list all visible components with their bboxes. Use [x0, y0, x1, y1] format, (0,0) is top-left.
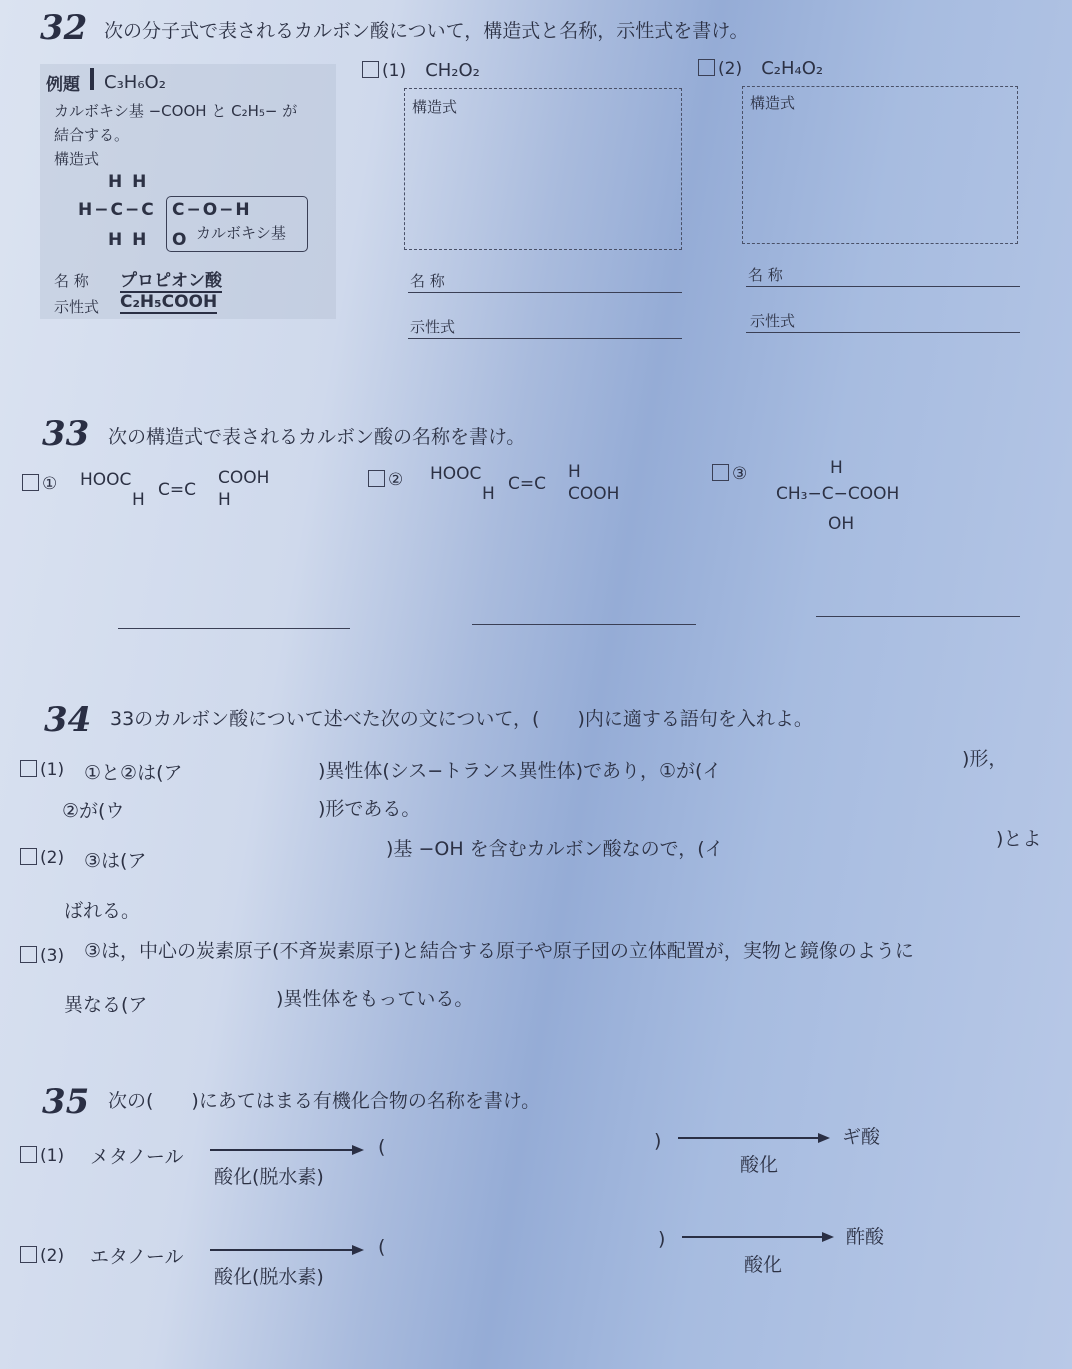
q34-p1-text-d: ②が(ウ: [62, 800, 125, 822]
q35-r2-number: (2): [40, 1246, 65, 1266]
q33-s2-substituent-c: H: [482, 484, 495, 504]
q34-p3-text-a: ③は，中心の炭素原子(不斉炭素原子)と結合する原子や原子団の立体配置が，実物と鏡像のように: [84, 940, 914, 962]
q32-p2-header: [698, 58, 823, 79]
q35-r2-label: [20, 1246, 64, 1266]
example-struct-mid-right: C−O−H: [172, 200, 252, 220]
q33-item2-label: [368, 470, 403, 490]
q33-s2-double-bond: C=C: [508, 474, 546, 494]
q35-r2-arrow1-label: 酸化(脱水素): [214, 1266, 324, 1288]
q34-p2-text-b: )基 −OH を含むカルボン酸なので，(イ: [386, 838, 724, 860]
example-tag: 例題: [46, 75, 80, 95]
q34-instruction: 33のカルボン酸について述べた次の文について，( )内に適する語句を入れよ。: [110, 708, 813, 730]
q32-p2-name-answer-line[interactable]: [746, 286, 1020, 287]
q33-s1-substituent-d: H: [218, 490, 231, 510]
q32-p2-rational-label: 示性式: [750, 312, 796, 330]
q34-p1-text-a: ①と②は(ア: [84, 762, 183, 784]
q35-r2-start: エタノール: [90, 1246, 184, 1268]
q33-item3-label: [712, 464, 747, 484]
q34-p2-text-a: ③は(ア: [84, 850, 147, 872]
checkbox[interactable]: [368, 470, 385, 487]
q34-p2-text-c: )とよ: [996, 828, 1042, 850]
example-formula: C₃H₆O₂: [104, 72, 166, 93]
q35-r1-arrow2-head-icon: [818, 1133, 830, 1143]
q32-p1-name-label: 名 称: [410, 272, 445, 290]
example-rational-value: C₂H₅COOH: [120, 292, 218, 312]
q32-p1-rational-label: 示性式: [410, 318, 456, 336]
example-struct-mid-left: H−C−C: [78, 200, 156, 220]
example-struct-top: H H: [108, 172, 149, 192]
q33-s2-number: ②: [388, 470, 404, 490]
checkbox[interactable]: [362, 61, 379, 78]
q32-instruction: 次の分子式で表されるカルボン酸について，構造式と名称，示性式を書け。: [104, 20, 749, 42]
checkbox[interactable]: [20, 1246, 37, 1263]
checkbox[interactable]: [20, 760, 37, 777]
q33-item1-label: [22, 474, 57, 494]
q35-instruction: 次の( )にあてはまる有機化合物の名称を書け。: [108, 1090, 541, 1112]
q35-r2-answer-blank[interactable]: [396, 1228, 654, 1262]
example-tag-bar: [90, 68, 94, 90]
q33-number: 33: [42, 414, 90, 454]
q33-instruction: 次の構造式で表されるカルボン酸の名称を書け。: [108, 426, 526, 448]
q35-r1-number: (1): [40, 1146, 65, 1166]
example-name-label: 名 称: [54, 272, 89, 290]
checkbox[interactable]: [698, 59, 715, 76]
q35-r2-open-paren: (: [378, 1236, 386, 1258]
q35-r1-arrow1-head-icon: [352, 1145, 364, 1155]
q33-s1-substituent-a: HOOC: [80, 470, 132, 490]
example-struct-bottom: H H: [108, 230, 149, 250]
q34-p1-text-e: )形である。: [318, 798, 421, 820]
q32-number: 32: [40, 8, 88, 48]
q33-s1-double-bond: C=C: [158, 480, 196, 500]
q33-s2-answer-line[interactable]: [472, 624, 696, 625]
q35-r1-arrow2-label: 酸化: [740, 1154, 779, 1176]
q35-r1-arrow1-line: [210, 1149, 352, 1151]
q35-r2-arrow2-line: [682, 1236, 822, 1238]
q33-s1-answer-line[interactable]: [118, 628, 350, 629]
q32-p2-struct-label: 構造式: [750, 94, 796, 112]
q35-r2-arrow1-head-icon: [352, 1245, 364, 1255]
q32-p2-formula: C₂H₄O₂: [761, 58, 824, 79]
q34-number: 34: [44, 700, 92, 740]
q34-p1-number: (1): [40, 760, 65, 780]
q33-s2-substituent-d: COOH: [568, 484, 620, 504]
checkbox[interactable]: [22, 474, 39, 491]
example-rational-label: 示性式: [54, 298, 100, 316]
q35-r1-arrow2-line: [678, 1137, 818, 1139]
q35-r2-arrow2-label: 酸化: [744, 1254, 783, 1276]
q33-s3-answer-line[interactable]: [816, 616, 1020, 617]
q35-r1-arrow1-label: 酸化(脱水素): [214, 1166, 324, 1188]
q33-s3-number: ③: [732, 464, 748, 484]
q34-p1-label: [20, 760, 64, 780]
q33-s1-substituent-c: H: [132, 490, 145, 510]
q34-p2-number: (2): [40, 848, 65, 868]
example-struct-label: 構造式: [54, 150, 100, 168]
q35-number: 35: [42, 1082, 90, 1122]
q34-p3-number: (3): [40, 946, 65, 966]
q33-s1-substituent-b: COOH: [218, 468, 270, 488]
example-desc-line1: カルボキシ基 −COOH と C₂H₅− が: [54, 102, 298, 120]
q35-r1-end: ギ酸: [842, 1126, 881, 1148]
q35-r1-open-paren: (: [378, 1136, 386, 1158]
q35-r1-close-paren: ): [654, 1130, 662, 1152]
q35-r2-close-paren: ): [658, 1228, 666, 1250]
example-struct-oxygen: O: [172, 230, 187, 250]
example-desc-line2: 結合する。: [54, 126, 130, 144]
q33-s2-substituent-a: HOOC: [430, 464, 482, 484]
q33-s3-main: CH₃−C−COOH: [776, 484, 900, 504]
q34-p3-text-b: 異なる(ア: [64, 994, 148, 1016]
q32-p2-label: (2): [718, 59, 743, 79]
q32-p1-label: (1): [382, 61, 407, 81]
q32-p1-name-answer-line[interactable]: [408, 292, 682, 293]
checkbox[interactable]: [20, 848, 37, 865]
example-name-value: プロピオン酸: [120, 266, 222, 293]
q32-p1-formula: CH₂O₂: [425, 60, 480, 81]
q32-p2-name-label: 名 称: [748, 266, 783, 284]
q34-p2-label: [20, 848, 64, 868]
q34-p3-label: [20, 946, 64, 966]
q35-r2-arrow2-head-icon: [822, 1232, 834, 1242]
q35-r1-label: [20, 1146, 64, 1166]
q32-p1-struct-label: 構造式: [412, 98, 458, 116]
carboxy-label: カルボキシ基: [196, 224, 286, 242]
q32-p2-rational-answer-line[interactable]: [746, 332, 1020, 333]
q35-r2-end: 酢酸: [846, 1226, 885, 1248]
q34-p2-text-d: ばれる。: [64, 900, 141, 922]
q33-s1-number: ①: [42, 474, 58, 494]
q35-r1-answer-blank[interactable]: [396, 1128, 650, 1162]
q33-s2-substituent-b: H: [568, 462, 581, 482]
q34-p3-text-c: )異性体をもっている。: [276, 988, 474, 1010]
q35-r2-arrow1-line: [210, 1249, 352, 1251]
q32-p1-header: [362, 60, 480, 81]
q33-s3-bottom: OH: [828, 514, 855, 534]
checkbox[interactable]: [20, 1146, 37, 1163]
q34-p1-text-b: )異性体(シス−トランス異性体)であり，①が(イ: [318, 760, 722, 782]
checkbox[interactable]: [20, 946, 37, 963]
q33-s3-top: H: [830, 458, 843, 478]
q32-p1-rational-answer-line[interactable]: [408, 338, 682, 339]
q34-p1-text-c: )形，: [962, 748, 1008, 770]
checkbox[interactable]: [712, 464, 729, 481]
q35-r1-start: メタノール: [90, 1146, 184, 1168]
